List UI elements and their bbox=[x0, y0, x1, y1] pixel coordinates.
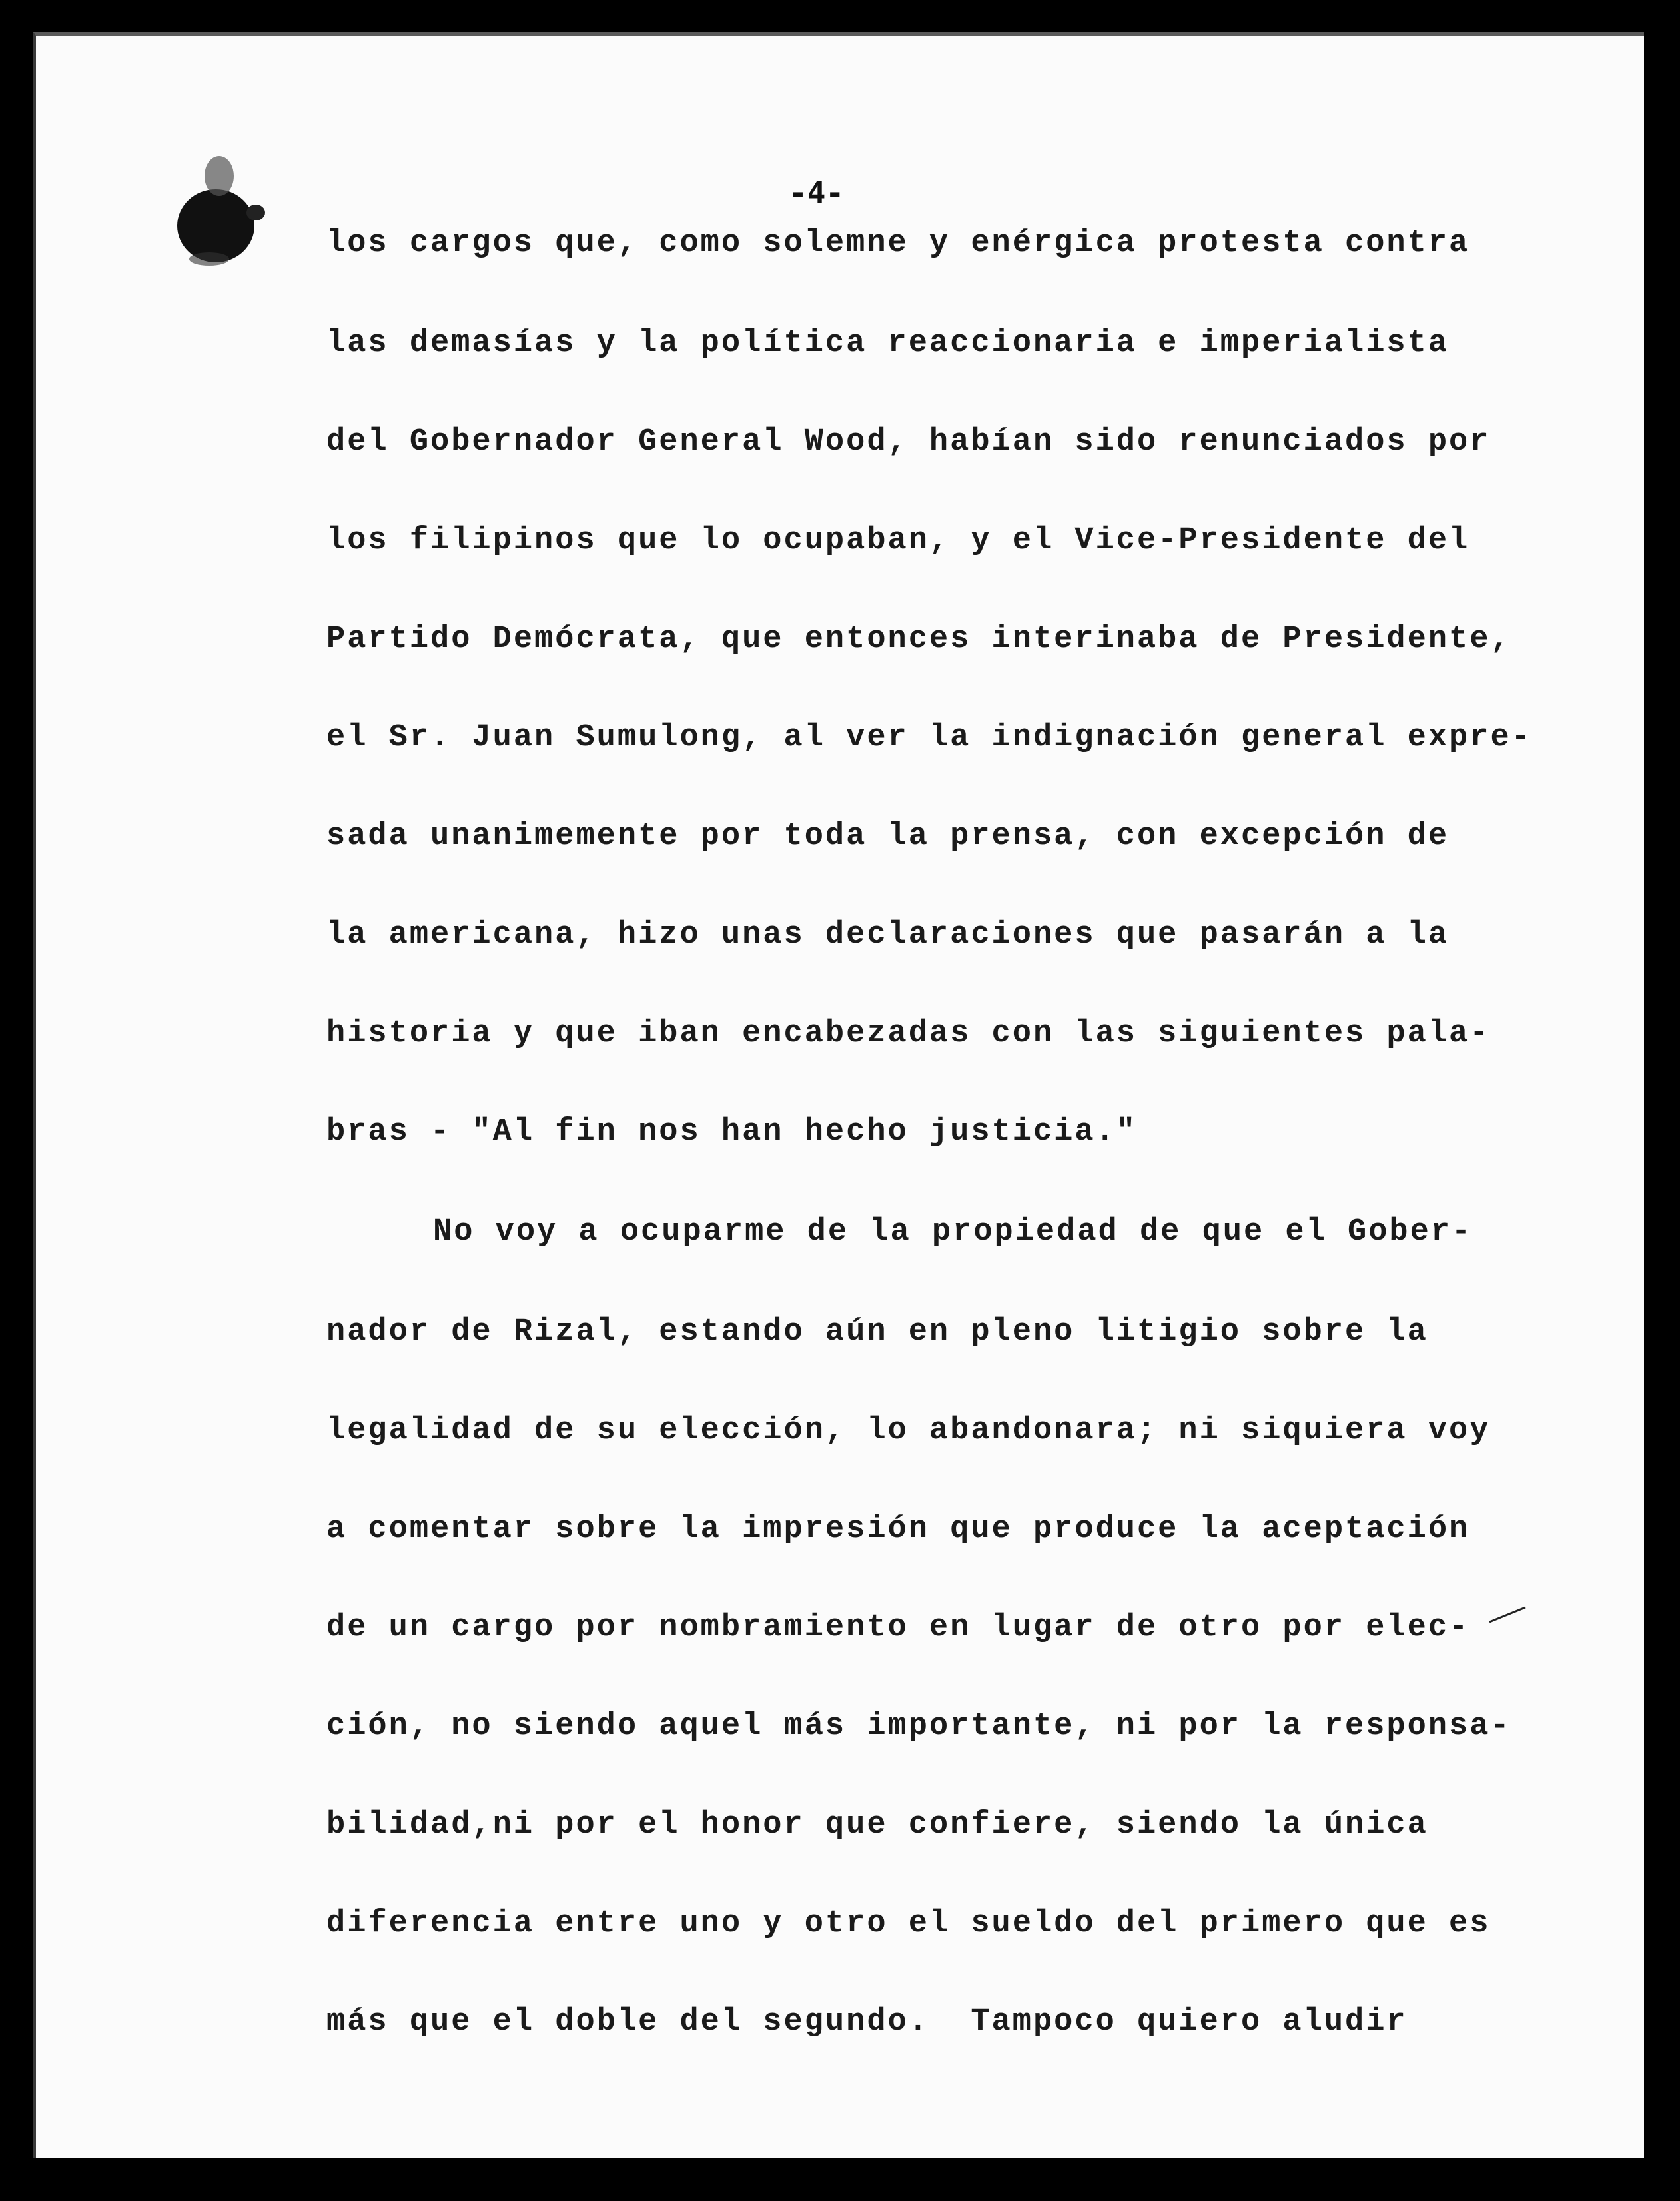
text-line: la americana, hizo unas declaraciones que pasarán a la bbox=[326, 917, 1450, 953]
text-line: más que el doble del segundo. Tampoco quiero aludir bbox=[326, 2004, 1408, 2040]
pen-mark-icon bbox=[1488, 1605, 1528, 1625]
text-line: nador de Rizal, estando aún en pleno litigio sobre la bbox=[326, 1314, 1428, 1350]
paragraph-start-line: No voy a ocuparme de la propiedad de que el Gober- bbox=[433, 1214, 1473, 1250]
ink-blot-icon bbox=[163, 149, 269, 269]
text-line: bras - "Al fin nos han hecho justicia." bbox=[326, 1114, 1137, 1150]
text-line: el Sr. Juan Sumulong, al ver la indignación general expre- bbox=[326, 720, 1532, 755]
text-line: legalidad de su elección, lo abandonara; ni siquiera voy bbox=[326, 1413, 1491, 1448]
text-line: historia y que iban encabezadas con las siguientes pala- bbox=[326, 1016, 1491, 1051]
text-line: a comentar sobre la impresión que produce la aceptación bbox=[326, 1512, 1470, 1547]
text-line: los filipinos que lo ocupaban, y el Vice-Presidente del bbox=[326, 523, 1470, 558]
text-line: del Gobernador General Wood, habían sido renunciados por bbox=[326, 424, 1491, 460]
text-line: Partido Demócrata, que entonces interinaba de Presidente, bbox=[326, 622, 1511, 657]
page-number: -4- bbox=[789, 175, 845, 211]
text-line: de un cargo por nombramiento en lugar de otro por elec- bbox=[326, 1610, 1470, 1645]
text-line: ción, no siendo aquel más importante, ni por la responsa- bbox=[326, 1709, 1511, 1744]
text-line: las demasías y la política reaccionaria e imperialista bbox=[326, 326, 1450, 361]
text-line: los cargos que, como solemne y enérgica protesta contra bbox=[326, 226, 1470, 261]
text-line: sada unanimemente por toda la prensa, con excepción de bbox=[326, 819, 1450, 854]
text-line: bilidad,ni por el honor que confiere, siendo la única bbox=[326, 1807, 1428, 1843]
text-line: diferencia entre uno y otro el sueldo del primero que es bbox=[326, 1906, 1491, 1941]
